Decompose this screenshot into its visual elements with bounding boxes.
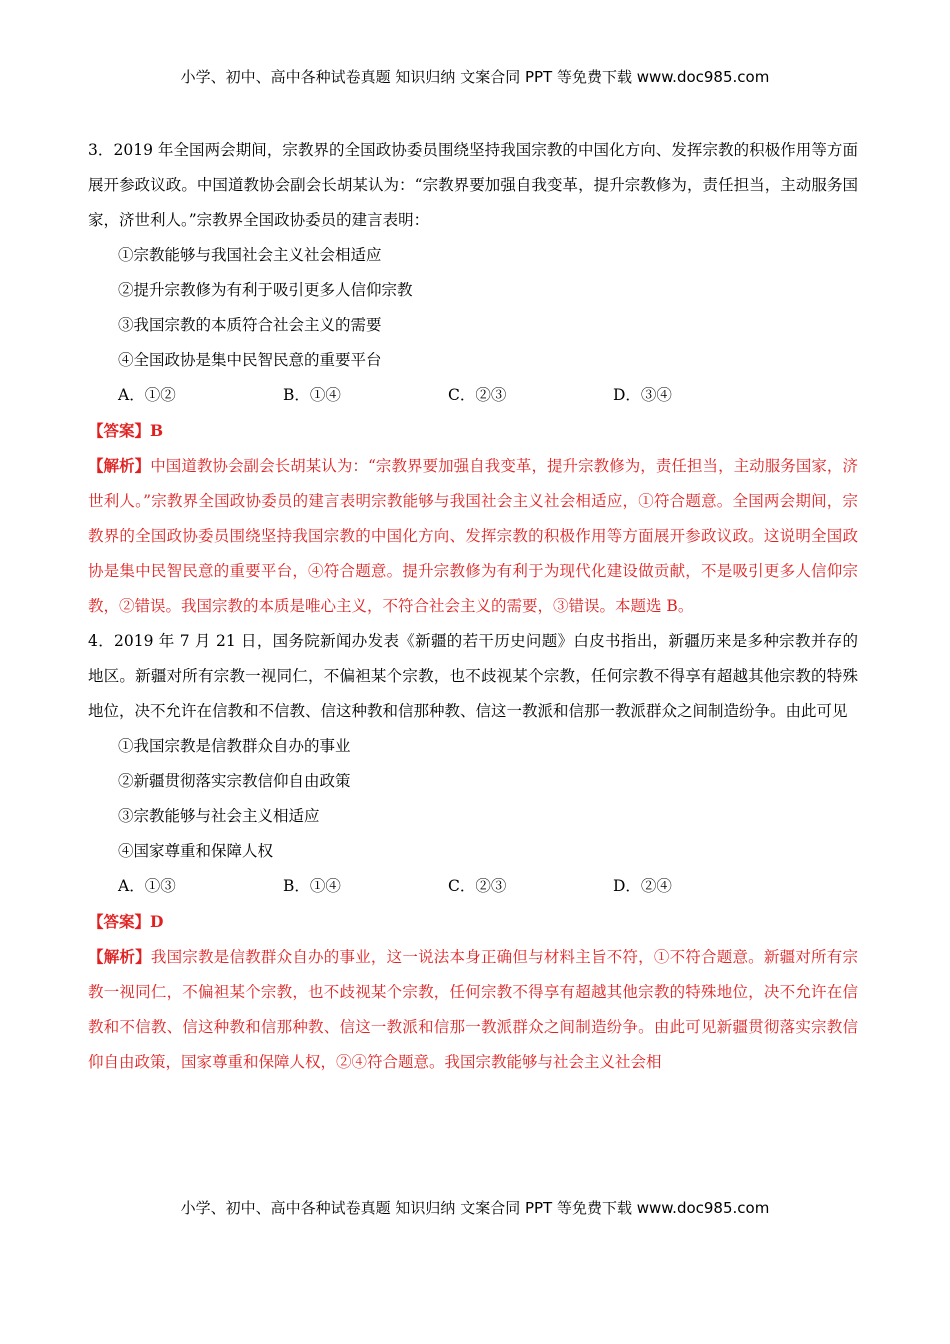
question-4-option: ④国家尊重和保障人权	[118, 842, 274, 860]
question-4-answer: 【答案】D	[88, 912, 164, 931]
choice-b: B．①④	[283, 386, 341, 404]
question-4-option: ②新疆贯彻落实宗教信仰自由政策	[118, 772, 351, 790]
question-4-option: ①我国宗教是信教群众自办的事业	[118, 737, 351, 755]
choice-a: A．①②	[118, 386, 176, 404]
question-3-answer: 【答案】B	[88, 421, 164, 440]
question-4-analysis	[88, 939, 858, 1080]
choice-d: D．②④	[613, 877, 672, 895]
choice-a: A．①③	[118, 877, 176, 895]
choice-b: B．①④	[283, 877, 341, 895]
analysis-text: 我国宗教是信教群众自办的事业，这一说法本身正确但与材料主旨不符，①不符合题意。新疆对所有宗教一视同仁，不偏袒某个宗教，也不歧视某个宗教，任何宗教不得享有超越其他宗教的特殊地位，决不允许在信教和不信教、信这种教和信那种教、信这一教派和信那一教派群众之间制造纷争。由此可见新疆贯彻落实宗教信仰自由政策，国家尊重和保障人权，②④符合题意。我国宗教能够与社会主义社会相	[88, 948, 858, 1071]
question-3-analysis	[88, 448, 858, 624]
choice-c: C．②③	[448, 877, 507, 895]
page-header: 小学、初中、高中各种试卷真题 知识归纳 文案合同 PPT 等免费下载 www.doc985.com	[180, 68, 770, 86]
question-3-option: ④全国政协是集中民智民意的重要平台	[118, 351, 382, 369]
choice-c: C．②③	[448, 386, 507, 404]
question-3-stem: 3．2019 年全国两会期间，宗教界的全国政协委员围绕坚持我国宗教的中国化方向、发挥宗教的积极作用等方面展开参政议政。中国道教协会副会长胡某认为：“宗教界要加强自我变革，提升宗教修为，责任担当，主动服务国家，济世利人。”宗教界全国政协委员的建言表明：	[88, 141, 858, 229]
document-body	[88, 133, 858, 1080]
question-4-option: ③宗教能够与社会主义相适应	[118, 807, 320, 825]
analysis-text: 中国道教协会副会长胡某认为：“宗教界要加强自我变革，提升宗教修为，责任担当，主动服务国家，济世利人。”宗教界全国政协委员的建言表明宗教能够与我国社会主义社会相适应，①符合题意。全国两会期间，宗教界的全国政协委员围绕坚持我国宗教的中国化方向、发挥宗教的积极作用等方面展开参政议政。这说明全国政协是集中民智民意的重要平台，④符合题意。提升宗教修为有利于为现代化建设做贡献，不是吸引更多人信仰宗教，②错误。我国宗教的本质是唯心主义，不符合社会主义的需要，③错误。本题选 B。	[88, 457, 858, 615]
question-4-stem: 4．2019 年 7 月 21 日，国务院新闻办发表《新疆的若干历史问题》白皮书指出，新疆历来是多种宗教并存的地区。新疆对所有宗教一视同仁，不偏袒某个宗教，也不歧视某个宗教，任何宗教不得享有超越其他宗教的特殊地位，决不允许在信教和不信教、信这种教和信那种教、信这一教派和信那一教派群众之间制造纷争。由此可见	[88, 632, 858, 720]
question-3-option: ①宗教能够与我国社会主义社会相适应	[118, 246, 382, 264]
analysis-tag: 【解析】	[88, 456, 151, 475]
question-4-choices	[88, 869, 858, 904]
question-3-choices	[88, 378, 858, 413]
question-3-option: ②提升宗教修为有利于吸引更多人信仰宗教	[118, 281, 413, 299]
question-3-option: ③我国宗教的本质符合社会主义的需要	[118, 316, 382, 334]
choice-d: D．③④	[613, 386, 672, 404]
analysis-tag: 【解析】	[88, 947, 151, 966]
page-footer: 小学、初中、高中各种试卷真题 知识归纳 文案合同 PPT 等免费下载 www.doc985.com	[180, 1199, 770, 1217]
